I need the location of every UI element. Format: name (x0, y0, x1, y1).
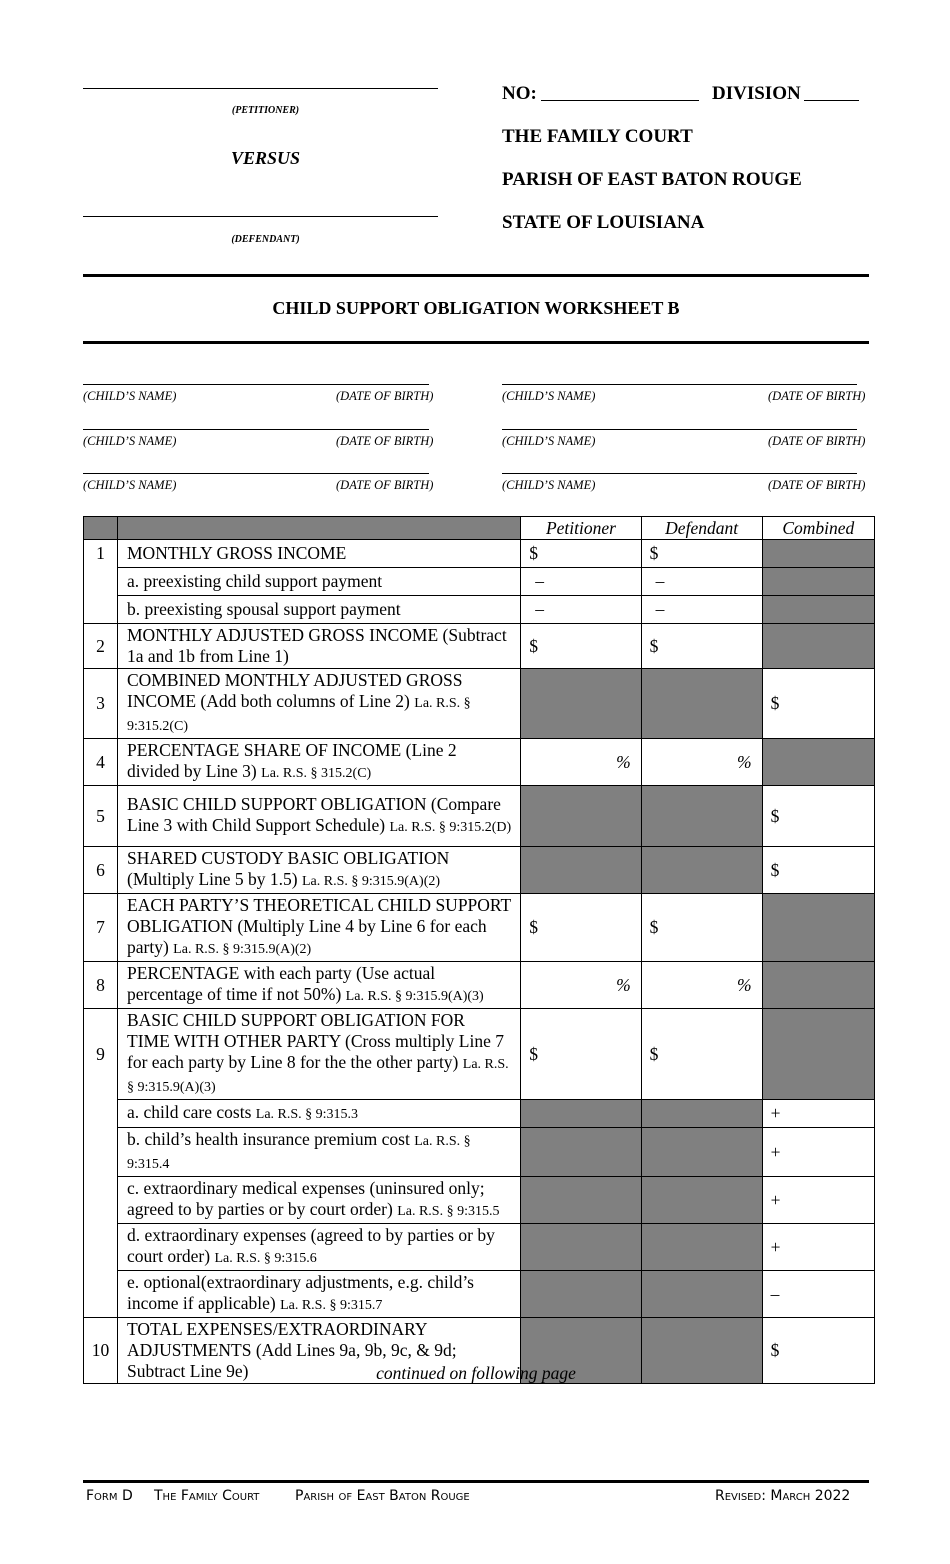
petitioner-label: (PETITIONER) (231, 105, 300, 116)
defendant-line[interactable] (83, 216, 438, 217)
petitioner-cell[interactable]: – (521, 596, 641, 624)
line-text: a. preexisting child support payment (127, 571, 383, 591)
defendant-cell[interactable]: % (641, 962, 762, 1009)
table-row (84, 1271, 875, 1318)
combined-cell[interactable]: + (762, 1224, 874, 1271)
defendant-cell[interactable]: $ (641, 894, 762, 962)
line-text: b. preexisting spousal support payment (127, 599, 401, 619)
statute-citation: La. R.S. § 9:315.2(C) (127, 696, 471, 734)
defendant-cell (641, 1177, 762, 1224)
defendant-cell (641, 1100, 762, 1128)
petitioner-cell[interactable]: $ (521, 1009, 641, 1100)
division-field[interactable] (804, 100, 859, 101)
line-number (84, 1100, 118, 1128)
child-dob-label: (DATE OF BIRTH) (768, 434, 866, 448)
petitioner-cell[interactable]: $ (521, 624, 641, 669)
table-row (84, 1009, 875, 1100)
defendant-cell (641, 847, 762, 894)
combined-cell[interactable]: + (762, 1177, 874, 1224)
line-text: SHARED CUSTODY BASIC OBLIGATION (Multiply Line 5 by 1.5) (127, 848, 450, 889)
line-number: 4 (84, 739, 118, 786)
statute-citation: La. R.S. § 9:315.7 (280, 1298, 383, 1313)
combined-cell (762, 624, 874, 669)
defendant-cell (641, 669, 762, 739)
line-description (118, 1100, 521, 1128)
child-dob-label: (DATE OF BIRTH) (336, 478, 434, 492)
header-cell (84, 517, 118, 540)
table-row (84, 962, 875, 1009)
line-text: PERCENTAGE with each party (Use actual percentage of time if not 50%) (127, 963, 436, 1004)
line-text: MONTHLY GROSS INCOME (127, 543, 347, 563)
combined-cell (762, 894, 874, 962)
table-row (84, 1100, 875, 1128)
defendant-label: (DEFENDANT) (231, 234, 300, 245)
line-text: MONTHLY ADJUSTED GROSS INCOME (Subtract 1a and 1b from Line 1) (127, 625, 507, 666)
petitioner-line[interactable] (83, 88, 438, 89)
statute-citation: La. R.S. § 9:315.3 (255, 1107, 359, 1122)
child-dob-label: (DATE OF BIRTH) (768, 389, 866, 403)
line-description (118, 568, 521, 596)
defendant-cell (641, 1128, 762, 1177)
petitioner-cell (521, 1128, 641, 1177)
line-number (84, 1224, 118, 1271)
statute-citation: La. R.S. § 9:315.9(A)(3) (345, 989, 484, 1004)
line-description (118, 1177, 521, 1224)
footer-revised: Revised: March 2022 (715, 1488, 851, 1504)
line-description (118, 596, 521, 624)
title-rule (83, 341, 869, 344)
table-row (84, 596, 875, 624)
versus-label: VERSUS (230, 148, 301, 168)
table-row (84, 894, 875, 962)
combined-cell[interactable]: $ (762, 1318, 874, 1384)
line-description (118, 786, 521, 847)
line-text: BASIC CHILD SUPPORT OBLIGATION (Compare Line 3 with Child Support Schedule) (127, 794, 501, 835)
footer-rule (83, 1480, 869, 1483)
combined-cell[interactable]: – (762, 1271, 874, 1318)
table-row (84, 669, 875, 739)
line-number: 7 (84, 894, 118, 962)
line-text: c. extraordinary medical expenses (uninsured only; agreed to by parties or by court order) (127, 1178, 485, 1219)
petitioner-cell[interactable]: – (521, 568, 641, 596)
statute-citation: La. R.S. § 315.2(C) (261, 766, 372, 781)
statute-citation: La. R.S. § 9:315.9(A)(2) (173, 942, 312, 957)
table-row (84, 1224, 875, 1271)
child-name-field[interactable] (83, 429, 429, 430)
combined-cell (762, 962, 874, 1009)
defendant-cell[interactable]: – (641, 568, 762, 596)
child-name-label: (CHILD’S NAME) (502, 434, 596, 448)
line-text: BASIC CHILD SUPPORT OBLIGATION FOR TIME WITH OTHER PARTY (Cross multiply Line 7 for each party by Line 8 for the the other party) (127, 1010, 504, 1072)
statute-citation: La. R.S. § 9:315.2(D) (389, 820, 512, 835)
combined-cell (762, 596, 874, 624)
line-description (118, 540, 521, 568)
petitioner-cell (521, 847, 641, 894)
child-dob-label: (DATE OF BIRTH) (336, 434, 434, 448)
continued-note: continued on following page (376, 1363, 576, 1383)
defendant-cell (641, 1271, 762, 1318)
line-text: COMBINED MONTHLY ADJUSTED GROSS INCOME (Add both columns of Line 2) (127, 670, 463, 711)
child-name-label: (CHILD’S NAME) (83, 478, 177, 492)
petitioner-cell[interactable]: $ (521, 540, 641, 568)
line-number: 2 (84, 624, 118, 669)
petitioner-cell (521, 786, 641, 847)
line-number: 10 (84, 1318, 118, 1384)
line-text: d. extraordinary expenses (agreed to by parties or by court order) (127, 1225, 495, 1266)
combined-cell[interactable]: $ (762, 669, 874, 739)
table-row (84, 739, 875, 786)
statute-citation: La. R.S. § 9:315.6 (214, 1251, 317, 1266)
line-text: PERCENTAGE SHARE OF INCOME (Line 2 divided by Line 3) (127, 740, 457, 781)
footer-court: The Family Court (154, 1488, 260, 1504)
top-rule (83, 274, 869, 277)
child-dob-label: (DATE OF BIRTH) (768, 478, 866, 492)
petitioner-cell[interactable]: % (521, 739, 641, 786)
combined-cell (762, 739, 874, 786)
table-row (84, 568, 875, 596)
line-number: 9 (84, 1009, 118, 1100)
defendant-cell[interactable]: $ (641, 624, 762, 669)
table-row (84, 1177, 875, 1224)
combined-cell[interactable]: + (762, 1100, 874, 1128)
column-header-defendant: Defendant (641, 517, 762, 540)
child-name-label: (CHILD’S NAME) (83, 434, 177, 448)
child-name-field[interactable] (502, 384, 857, 385)
line-number: 5 (84, 786, 118, 847)
child-name-field[interactable] (502, 473, 857, 474)
child-name-field[interactable] (83, 384, 429, 385)
defendant-cell (641, 1224, 762, 1271)
petitioner-cell (521, 1177, 641, 1224)
page-title: CHILD SUPPORT OBLIGATION WORKSHEET B (272, 298, 680, 318)
petitioner-cell[interactable]: % (521, 962, 641, 1009)
line-description (118, 1271, 521, 1318)
statute-citation: La. R.S. § 9:315.5 (397, 1204, 500, 1219)
line-description (118, 1128, 521, 1177)
line-number: 6 (84, 847, 118, 894)
line-description (118, 962, 521, 1009)
defendant-cell[interactable]: % (641, 739, 762, 786)
statute-citation: La. R.S. § 9:315.9(A)(2) (301, 874, 441, 889)
case-number-field[interactable] (541, 100, 699, 101)
child-name-field[interactable] (502, 429, 857, 430)
division-label: DIVISION (712, 83, 801, 104)
line-description (118, 1224, 521, 1271)
combined-cell (762, 568, 874, 596)
petitioner-cell (521, 1224, 641, 1271)
line-description (118, 847, 521, 894)
line-number (84, 1177, 118, 1224)
court-parish: PARISH OF EAST BATON ROUGE (502, 169, 802, 190)
court-state: STATE OF LOUISIANA (502, 212, 705, 233)
line-number (84, 1128, 118, 1177)
combined-cell[interactable]: + (762, 1128, 874, 1177)
table-row (84, 624, 875, 669)
statute-citation: La. R.S. § 9:315.9(A)(3) (127, 1057, 509, 1095)
child-name-label: (CHILD’S NAME) (502, 389, 596, 403)
worksheet-table (83, 516, 875, 1384)
line-number: 3 (84, 669, 118, 739)
table-row (84, 786, 875, 847)
court-name: THE FAMILY COURT (502, 126, 693, 147)
statute-citation: La. R.S. § 9:315.4 (127, 1134, 471, 1172)
petitioner-cell (521, 669, 641, 739)
case-number-label: NO: (502, 83, 537, 104)
defendant-cell[interactable]: – (641, 596, 762, 624)
defendant-cell (641, 786, 762, 847)
petitioner-cell (521, 1271, 641, 1318)
child-name-field[interactable] (83, 473, 429, 474)
line-description (118, 1009, 521, 1100)
table-row (84, 540, 875, 568)
table-row (84, 847, 875, 894)
line-description (118, 739, 521, 786)
child-name-label: (CHILD’S NAME) (83, 389, 177, 403)
column-header-petitioner: Petitioner (521, 517, 641, 540)
defendant-cell[interactable]: $ (641, 1009, 762, 1100)
line-number (84, 568, 118, 596)
combined-cell[interactable]: $ (762, 786, 874, 847)
line-text: a. child care costs (127, 1102, 252, 1122)
child-dob-label: (DATE OF BIRTH) (336, 389, 434, 403)
combined-cell (762, 1009, 874, 1100)
line-text: e. optional(extraordinary adjustments, e.g. child’s income if applicable) (127, 1272, 474, 1313)
line-text: b. child’s health insurance premium cost (127, 1129, 410, 1149)
line-number (84, 596, 118, 624)
line-description (118, 669, 521, 739)
line-number: 1 (84, 540, 118, 568)
footer-parish: Parish of East Baton Rouge (295, 1488, 470, 1504)
line-description (118, 894, 521, 962)
line-description (118, 624, 521, 669)
line-text: EACH PARTY’S THEORETICAL CHILD SUPPORT OBLIGATION (Multiply Line 4 by Line 6 for each party) (127, 895, 511, 957)
petitioner-cell[interactable]: $ (521, 894, 641, 962)
table-header-row (84, 517, 875, 540)
footer-form: Form D (86, 1488, 133, 1504)
line-text: TOTAL EXPENSES/EXTRAORDINARY ADJUSTMENTS (Add Lines 9a, 9b, 9c, & 9d; Subtract Line 9e) (127, 1319, 457, 1381)
combined-cell[interactable]: $ (762, 847, 874, 894)
table-row (84, 1128, 875, 1177)
line-number (84, 1271, 118, 1318)
child-name-label: (CHILD’S NAME) (502, 478, 596, 492)
line-number: 8 (84, 962, 118, 1009)
column-header-combined: Combined (762, 517, 874, 540)
combined-cell (762, 540, 874, 568)
header-cell (118, 517, 521, 540)
petitioner-cell (521, 1100, 641, 1128)
defendant-cell[interactable]: $ (641, 540, 762, 568)
